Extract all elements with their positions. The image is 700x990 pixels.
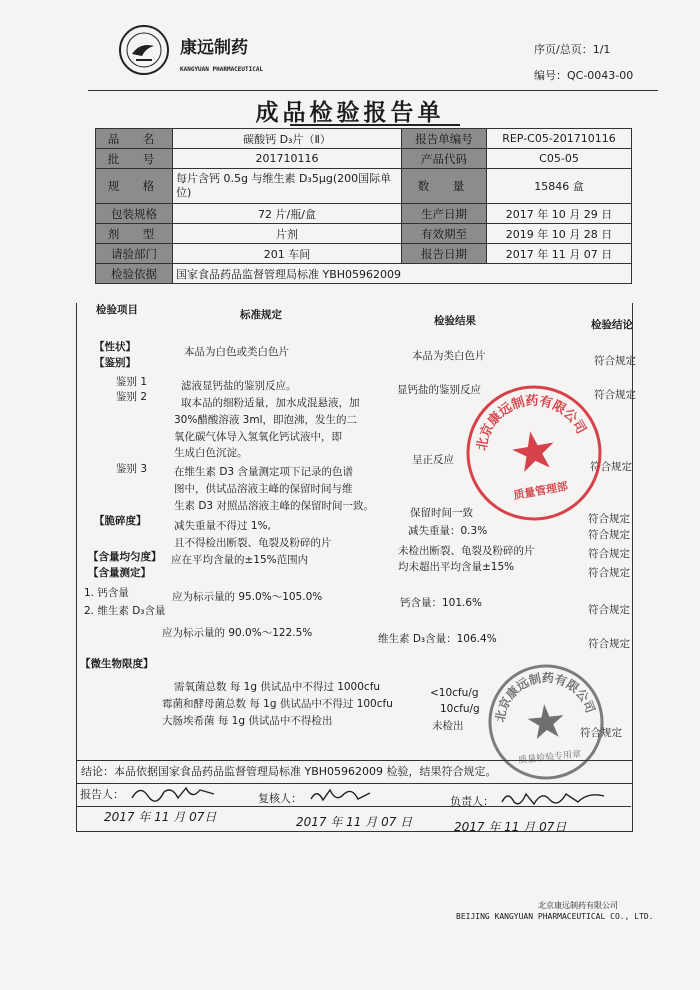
micro-result-3: 未检出 — [432, 720, 464, 732]
micro-standard-1: 需氧菌总数 每 1g 供试品中不得过 1000cfu — [174, 681, 381, 693]
batch-value: 201710116 — [173, 149, 402, 169]
id2-standard-3: 氧化碳气体导入氢氧化钙试液中，即 — [174, 431, 342, 443]
product-value: 碳酸钙 D₃片（Ⅱ） — [173, 129, 402, 149]
micro-standard-3: 大肠埃希菌 每 1g 供试品中不得检出 — [162, 715, 333, 727]
id2-conclusion: 符合规定 — [590, 461, 632, 473]
info-row — [96, 264, 632, 284]
document-code — [534, 67, 633, 83]
vitd-name: 2. 维生素 D₃含量 — [84, 605, 166, 617]
qa-department-stamp — [453, 372, 615, 534]
identification-heading: 【鉴别】 — [94, 357, 136, 369]
friability-name: 【脆碎度】 — [94, 515, 147, 527]
basis-label: 检验依据 — [96, 264, 173, 284]
page-label: 序页/总页： — [534, 43, 593, 56]
header-rule — [88, 90, 658, 91]
product-label: 品 名 — [96, 129, 173, 149]
info-row — [96, 129, 632, 149]
reviewer-date: 2017 年 11 月 07 日 — [296, 815, 413, 829]
id3-name: 鉴别 3 — [116, 463, 148, 475]
dept-label: 请验部门 — [96, 244, 173, 264]
friability-standard-2: 且不得检出断裂、龟裂及粉碎的片 — [174, 537, 332, 549]
company-logo — [118, 24, 170, 76]
spec-value: 每片含钙 0.5g 与维生素 D₃5μg(200国际单位) — [173, 169, 402, 204]
id3-conclusion: 符合规定 — [588, 513, 630, 525]
id2-standard-4: 生成白色沉淀。 — [174, 447, 248, 459]
id3-standard-2: 图中，供试品溶液主峰的保留时间与维 — [174, 483, 353, 495]
qc-stamp-sub-text: 质量检验专用章 — [517, 749, 582, 767]
id1-result: 显钙盐的鉴别反应 — [397, 384, 481, 396]
vitd-result: 维生素 D₃含量：106.4% — [378, 633, 497, 645]
dosage-form-label: 剂 型 — [96, 224, 173, 244]
col-header-result: 检验结果 — [434, 315, 476, 327]
title-underline — [290, 124, 460, 126]
info-row — [96, 149, 632, 169]
id3-standard-1: 在维生素 D3 含量测定项下记录的色谱 — [174, 466, 353, 478]
col-header-item: 检验项目 — [96, 304, 138, 316]
assay-heading: 【含量测定】 — [88, 567, 151, 579]
info-table — [95, 128, 632, 284]
qa-stamp-sub-text: 质量管理部 — [512, 479, 569, 503]
mfg-date-value: 2017 年 10 月 29 日 — [487, 204, 632, 224]
appearance-conclusion: 符合规定 — [594, 355, 636, 367]
reporter-label: 报告人： — [80, 788, 124, 801]
dosage-form-value: 片剂 — [173, 224, 402, 244]
friability-result-1: 减失重量：0.3% — [408, 525, 488, 537]
calcium-standard: 应为标示量的 95.0%～105.0% — [172, 591, 323, 603]
product-code-value: C05-05 — [487, 149, 632, 169]
id1-standard: 滤液显钙盐的鉴别反应。 — [181, 380, 297, 392]
friability-standard-1: 减失重量不得过 1%, — [174, 520, 271, 532]
info-row — [96, 204, 632, 224]
code-value: QC-0043-00 — [567, 69, 634, 82]
col-header-standard: 标准规定 — [240, 309, 282, 321]
vitd-standard: 应为标示量的 90.0%～122.5% — [162, 627, 313, 639]
friability-conclusion-2: 符合规定 — [588, 548, 630, 560]
code-label: 编号： — [534, 69, 567, 82]
report-date-value: 2017 年 11 月 07 日 — [487, 244, 632, 264]
id1-conclusion: 符合规定 — [594, 389, 636, 401]
product-code-label: 产品代码 — [402, 149, 487, 169]
vitd-conclusion: 符合规定 — [588, 638, 630, 650]
col-header-conclusion: 检验结论 — [591, 319, 633, 331]
page-indicator — [534, 41, 610, 57]
qa-stamp-ring-text: 北京康远制药有限公司 — [474, 393, 589, 452]
micro-conclusion: 符合规定 — [580, 727, 622, 739]
friability-conclusion-1: 符合规定 — [588, 529, 630, 541]
reviewer-label: 复核人： — [258, 792, 302, 805]
info-row — [96, 169, 632, 204]
company-name: 康远制药 — [180, 38, 248, 58]
reporter-signature — [130, 782, 220, 808]
uniformity-conclusion: 符合规定 — [588, 567, 630, 579]
id3-standard-3: 生素 D3 对照品溶液主峰的保留时间一致。 — [174, 500, 374, 512]
id3-result: 保留时间一致 — [410, 507, 473, 519]
id2-standard-1: 取本品的细粉适量，加水成混悬液，加 — [181, 397, 360, 409]
quantity-value: 15846 盒 — [487, 169, 632, 204]
expiry-label: 有效期至 — [402, 224, 487, 244]
footer-company-cn: 北京康远制药有限公司 — [538, 901, 618, 910]
friability-result-2: 未检出断裂、龟裂及粉碎的片 — [398, 545, 535, 557]
appearance-standard: 本品为白色或类白色片 — [184, 346, 289, 358]
micro-standard-2: 霉菌和酵母菌总数 每 1g 供试品中不得过 100cfu — [162, 698, 393, 710]
micro-result-1: <10cfu/g — [430, 687, 479, 699]
uniformity-name: 【含量均匀度】 — [88, 551, 162, 563]
mfg-date-label: 生产日期 — [402, 204, 487, 224]
id2-standard-2: 30%醋酸溶液 3ml，即泡沸，发生的二 — [174, 414, 358, 426]
id2-result: 呈正反应 — [412, 454, 454, 466]
info-row — [96, 244, 632, 264]
calcium-name: 1. 钙含量 — [84, 587, 129, 599]
id1-name: 鉴别 1 — [116, 376, 148, 388]
quantity-label: 数 量 — [402, 169, 487, 204]
expiry-value: 2019 年 10 月 28 日 — [487, 224, 632, 244]
basis-value: 国家食品药品监督管理局标准 YBH05962009 — [173, 264, 632, 284]
uniformity-standard: 应在平均含量的±15%范围内 — [171, 554, 309, 566]
appearance-name: 【性状】 — [94, 341, 136, 353]
report-no-label: 报告单编号 — [402, 129, 487, 149]
appearance-result: 本品为类白色片 — [412, 350, 486, 362]
conclusion-box — [76, 760, 633, 784]
micro-heading: 【微生物限度】 — [80, 658, 154, 670]
manager-signature — [500, 786, 610, 814]
pack-value: 72 片/瓶/盒 — [173, 204, 402, 224]
company-name-en: KANGYUAN PHARMACEUTICAL — [180, 66, 264, 73]
reviewer-signature — [308, 785, 378, 811]
footer-company-en: BEIJING KANGYUAN PHARMACEUTICAL CO., LTD. — [456, 912, 654, 921]
info-row — [96, 224, 632, 244]
uniformity-result: 均未超出平均含量±15% — [398, 561, 515, 573]
dept-value: 201 车间 — [173, 244, 402, 264]
manager-label: 负责人： — [450, 795, 494, 808]
calcium-result: 钙含量：101.6% — [400, 597, 483, 609]
batch-label: 批 号 — [96, 149, 173, 169]
qc-stamp-ring-text: 北京康远制药有限公司 — [492, 670, 598, 724]
reporter-date: 2017 年 11 月 07日 — [104, 810, 217, 824]
report-no-value: REP-C05-201710116 — [487, 129, 632, 149]
id2-name: 鉴别 2 — [116, 391, 148, 403]
conclusion-text: 结论：本品依据国家食品药品监督管理局标准 YBH05962009 检验，结果符合规定。 — [81, 765, 497, 778]
micro-result-2: 10cfu/g — [440, 703, 480, 715]
report-date-label: 报告日期 — [402, 244, 487, 264]
pack-label: 包装规格 — [96, 204, 173, 224]
manager-date: 2017 年 11 月 07日 — [454, 820, 567, 834]
page-title: 成品检验报告单 — [255, 99, 445, 126]
spec-label: 规 格 — [96, 169, 173, 204]
calcium-conclusion: 符合规定 — [588, 604, 630, 616]
page-value: 1/1 — [592, 43, 611, 56]
